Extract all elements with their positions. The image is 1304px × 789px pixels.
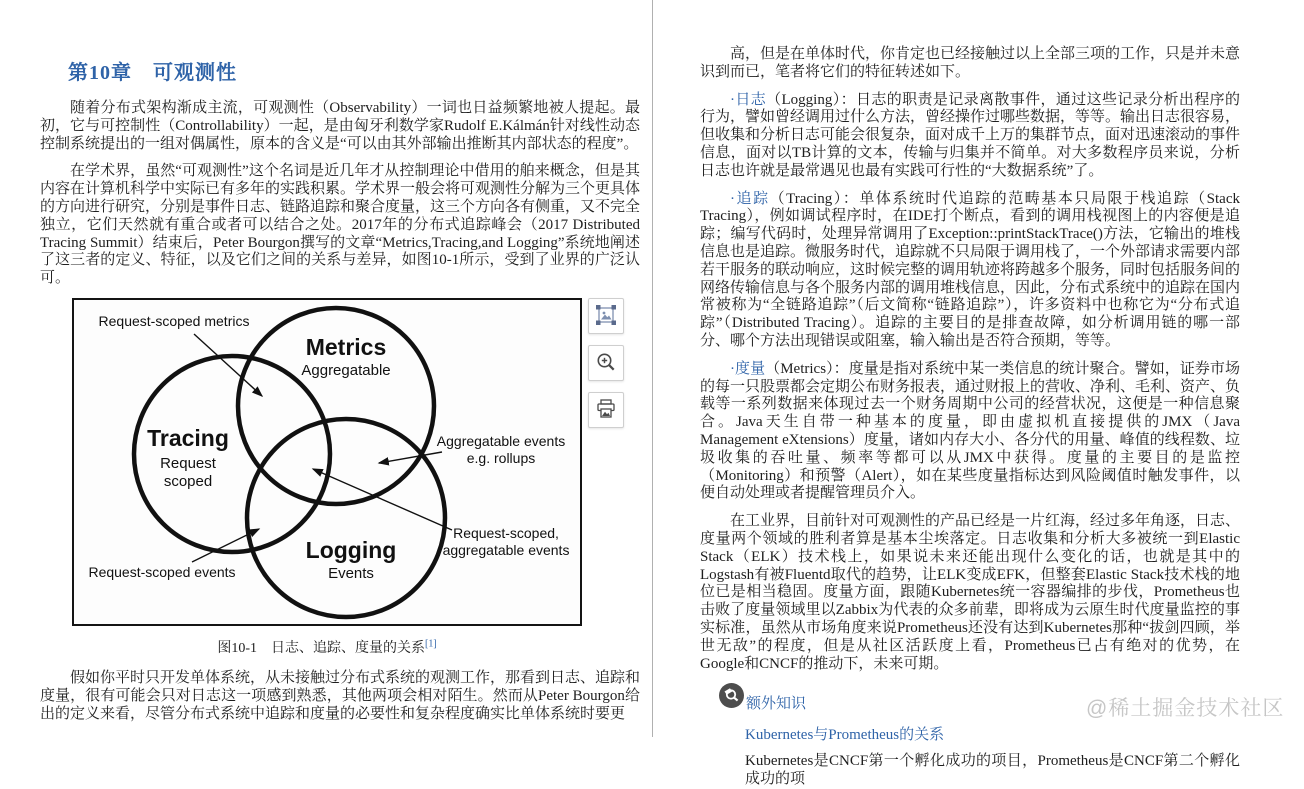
print-image-button[interactable] xyxy=(588,392,624,428)
chapter-title: 第10章 可观测性 xyxy=(68,62,237,84)
figure-caption-text: 图10-1 日志、追踪、度量的关系 xyxy=(217,640,425,656)
bullet-metrics xyxy=(700,361,1240,503)
page-right xyxy=(700,0,1241,788)
term-logging-en: （Logging）： xyxy=(766,91,856,108)
arrow-aggregatable-events xyxy=(379,452,442,463)
metrics-sublabel: Aggregatable xyxy=(301,361,391,379)
bullet-logging-body: 日志的职责是记录离散事件，通过这些记录分析出程序的行为，譬如曾经调用过什么方法，曾经操作过哪些数据，等等。输出日志很容易，但收集和分析日志可能会很复杂，面对成千上万的集群节点，面对迅速滚动的事件信息，面对以TB计算的文本，传输与归集并不简单。对大多数程序员来说，分析日志也许就是最常遇见也最有实践可行性的“大数据系统”了。 xyxy=(700,91,1241,179)
logging-circle xyxy=(247,419,445,617)
metrics-label: Metrics xyxy=(305,333,387,360)
extra-knowledge-subtitle: Kubernetes与Prometheus的关系 xyxy=(745,727,945,744)
magnifier-badge-icon xyxy=(718,682,745,714)
select-image-button[interactable] xyxy=(588,298,624,334)
arrow-request-scoped-metrics xyxy=(194,334,262,396)
annotation-request-aggregatable-2: aggregatable events xyxy=(442,541,570,558)
venn-diagram-svg xyxy=(74,300,580,624)
logging-sublabel: Events xyxy=(328,564,374,582)
annotation-request-scoped-events: Request-scoped events xyxy=(88,563,236,580)
paragraph-monolith: 假如你平时只开发单体系统，从未接触过分布式系统的观测工作，那看到日志、追踪和度量，很有可能会只对日志这一项感到熟悉，其他两项会相对陌生。然而从Peter Bourgon给出的定义来看，尽管分布式系统中追踪和度量的必要性和复杂程度确实比单体系统时要更 xyxy=(40,669,641,722)
tracing-circle xyxy=(134,356,330,552)
paragraph-academia: 在学术界，虽然“可观测性”这个名词是近几年才从控制理论中借用的舶来概念，但是其内容在计算机科学中实际已有多年的实践积累。学术界一般会将可观测性分解为三个更具体的方向进行研究，分别是事件日志、链路追踪和聚合度量，这三个方向各有侧重，又不完全独立，它们天然就有重合或者可以结合之处。2017年的分布式追踪峰会（2017 Distributed Tracing Summit）结束后，Peter Bourgon撰写的文章“Metrics,Tracing,and Logging”系统地阐述了这三者的定义、特征，以及它们之间的关系与差异，如图10-1所示，受到了业界的广泛认可。 xyxy=(40,163,641,287)
term-metrics: ·度量 xyxy=(730,360,766,377)
term-tracing: ·追踪 xyxy=(730,190,770,207)
paragraph-clip xyxy=(40,670,640,725)
annotation-request-scoped-metrics: Request-scoped metrics xyxy=(98,312,250,329)
watermark: @稀土掘金技术社区 xyxy=(1086,697,1285,720)
zoom-in-icon xyxy=(595,351,617,376)
term-metrics-en: （Metrics）： xyxy=(765,360,849,377)
page-left xyxy=(40,0,640,725)
term-logging: ·日志 xyxy=(730,91,767,108)
tracing-sublabel-1: Request xyxy=(160,454,216,472)
extra-knowledge-body: Kubernetes是CNCF第一个孵化成功的项目，Prometheus是CNCF第二个孵化成功的项 xyxy=(745,753,1240,788)
figure-venn-diagram[interactable] xyxy=(72,298,582,626)
arrow-request-aggregatable xyxy=(313,469,452,530)
tracing-sublabel-2: scoped xyxy=(163,472,213,490)
bullet-tracing-body: 单体系统时代追踪的范畴基本只局限于栈追踪（Stack Tracing），例如调试程序时，在IDE打个断点，看到的调用栈视图上的内容便是追踪；编写代码时，处理异常调用了Exception::printStackTrace()方法，它输出的堆栈信息也是追踪。微服务时代，追踪就不只局限于调用栈了，一个外部请求需要内部若干服务的联动响应，这时候完整的调用轨迹将跨越多个服务，同时包括服务间的网络传输信息与各个服务内部的调用堆栈信息，因此，分布式系统中的追踪在国内常被称为“全链路追踪”（后文简称“链路追踪”），许多资料中也称它为“分布式追踪”（Distributed Tracing）。追踪的主要目的是排查故障，如分析调用链的哪一部分、哪个方法出现错误或阻塞，输入输出是否符合预期，等等。 xyxy=(700,190,1241,349)
figure-caption xyxy=(72,637,582,657)
bullet-logging xyxy=(700,92,1240,181)
extra-knowledge-body-clip xyxy=(745,753,1240,788)
zoom-in-button[interactable] xyxy=(588,345,624,381)
bullet-tracing xyxy=(700,191,1240,351)
select-image-icon xyxy=(595,304,617,329)
annotation-aggregatable-events-1: Aggregatable events xyxy=(436,432,566,449)
tracing-label: Tracing xyxy=(147,424,229,451)
term-tracing-en: （Tracing）： xyxy=(769,190,860,207)
annotation-aggregatable-events-2: e.g. rollups xyxy=(466,449,536,466)
logging-label: Logging xyxy=(305,536,397,563)
extra-knowledge-heading: 额外知识 xyxy=(746,696,807,713)
page-divider xyxy=(652,0,653,737)
paragraph-continuation: 高，但是在单体时代，你肯定也已经接触过以上全部三项的工作，只是并未意识到而已，笔者将它们的特征转述如下。 xyxy=(700,46,1241,80)
paragraph-industry: 在工业界，目前针对可观测性的产品已经是一片红海，经过多年角逐，日志、度量两个领域的胜利者算是基本尘埃落定。日志收集和分析大多被统一到Elastic Stack（ELK）技术栈上，如果说未来还能出现什么变化的话，也就是其中的Logstash有被Fluentd取代的趋势，让ELK变成EFK，但整套Elastic Stack技术栈的地位已是相当稳固。度量方面，跟随Kubernetes统一容器编排的步伐，Prometheus也击败了度量领域里以Zabbix为代表的众多前辈，即将成为云原生时代度量监控的事实标准，虽然从市场角度来说Prometheus还没有达到Kubernetes那种“拔剑四顾，举世无敌”的程度，但是从社区活跃度上看，Prometheus已占有绝对的优势，在Google和CNCF的推动下，未来可期。 xyxy=(700,513,1241,672)
print-image-icon xyxy=(595,398,617,423)
bullet-metrics-body: 度量是指对系统中某一类信息的统计聚合。譬如，证券市场的每一只股票都会定期公布财务报表，通过财报上的营收、净利、毛利、资产、负载等一系列数据来体现过去一个财务周期中公司的经营状况，这便是一种信息聚合。Java天生自带一种基本的度量，即由虚拟机直接提供的JMX（Java Management eXtensions）度量，诸如内存大小、各分代的用量、峰值的线程数、垃圾收集的吞吐量、频率等都可以从JMX中获得。度量的主要目的是监控（Monitoring）和预警（Alert），如在某些度量指标达到风险阈值时触发事件，以便自动处理或者提醒管理员介入。 xyxy=(700,360,1241,502)
footnote-ref[interactable]: [1] xyxy=(425,638,437,650)
annotation-request-aggregatable-1: Request-scoped, xyxy=(453,524,559,541)
image-toolbar xyxy=(588,298,624,428)
paragraph-intro: 随着分布式架构渐成主流，可观测性（Observability）一词也日益频繁地被人提起。最初，它与可控制性（Controllability）一起，是由匈牙利数学家Rudolf E.Kálmán针对线性动态控制系统提出的一组对偶属性，原本的含义是“可以由其外部输出推断其内部状态的程度”。 xyxy=(40,100,640,152)
